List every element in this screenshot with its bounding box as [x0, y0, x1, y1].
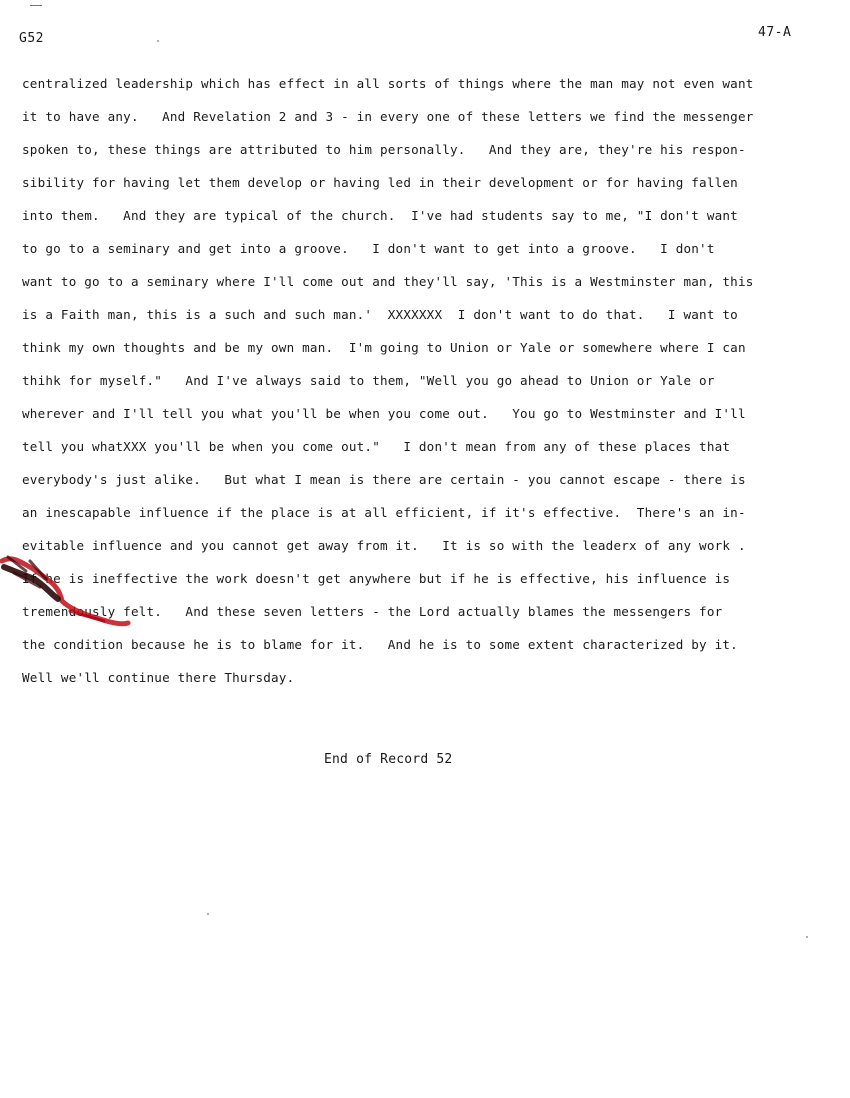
- text-line: evitable influence and you cannot get away from it. It is so with the leaderx of any work .: [22, 538, 746, 553]
- text-line: an inescapable influence if the place is at all efficient, if it's effective. There's an in-: [22, 505, 746, 520]
- paper-speck: [157, 40, 159, 42]
- transcript-body: [22, 73, 822, 700]
- text-line: tremendously felt. And these seven letters - the Lord actually blames the messengers for: [22, 604, 723, 619]
- page-number: 47-A: [758, 25, 792, 40]
- text-line: into them. And they are typical of the church. I've had students say to me, "I don't want: [22, 208, 738, 223]
- text-line: If he is ineffective the work doesn't get anywhere but if he is effective, his influence is: [22, 571, 731, 586]
- text-line: is a Faith man, this is a such and such man.' XXXXXXX I don't want to do that. I want to: [22, 307, 738, 322]
- end-of-record-note: End of Record 52: [324, 752, 453, 767]
- record-code: G52: [19, 31, 44, 46]
- text-line: thihk for myself." And I've always said to them, "Well you go ahead to Union or Yale or: [22, 373, 715, 388]
- text-line: to go to a seminary and get into a groove. I don't want to get into a groove. I don't: [22, 241, 715, 256]
- ink-smudge: [0, 553, 135, 633]
- text-line: it to have any. And Revelation 2 and 3 - in every one of these letters we find the messenger: [22, 109, 754, 124]
- paper-speck: [207, 913, 209, 915]
- text-line: sibility for having let them develop or having led in their development or for having fallen: [22, 175, 738, 190]
- text-line: wherever and I'll tell you what you'll be when you come out. You go to Westminster and I'll: [22, 406, 746, 421]
- text-line: everybody's just alike. But what I mean is there are certain - you cannot escape - there is: [22, 472, 746, 487]
- text-line: Well we'll continue there Thursday.: [22, 670, 295, 685]
- text-line: think my own thoughts and be my own man. I'm going to Union or Yale or somewhere where I can: [22, 340, 746, 355]
- paper-speck: [806, 936, 808, 938]
- text-line: tell you whatXXX you'll be when you come out." I don't mean from any of these places that: [22, 439, 731, 454]
- text-line: want to go to a seminary where I'll come out and they'll say, 'This is a Westminster man, this: [22, 274, 754, 289]
- text-line: spoken to, these things are attributed to him personally. And they are, they're his respon-: [22, 142, 746, 157]
- text-line: the condition because he is to blame for it. And he is to some extent characterized by it.: [22, 637, 738, 652]
- text-line: centralized leadership which has effect in all sorts of things where the man may not even want: [22, 76, 754, 91]
- scan-mark: [30, 5, 42, 6]
